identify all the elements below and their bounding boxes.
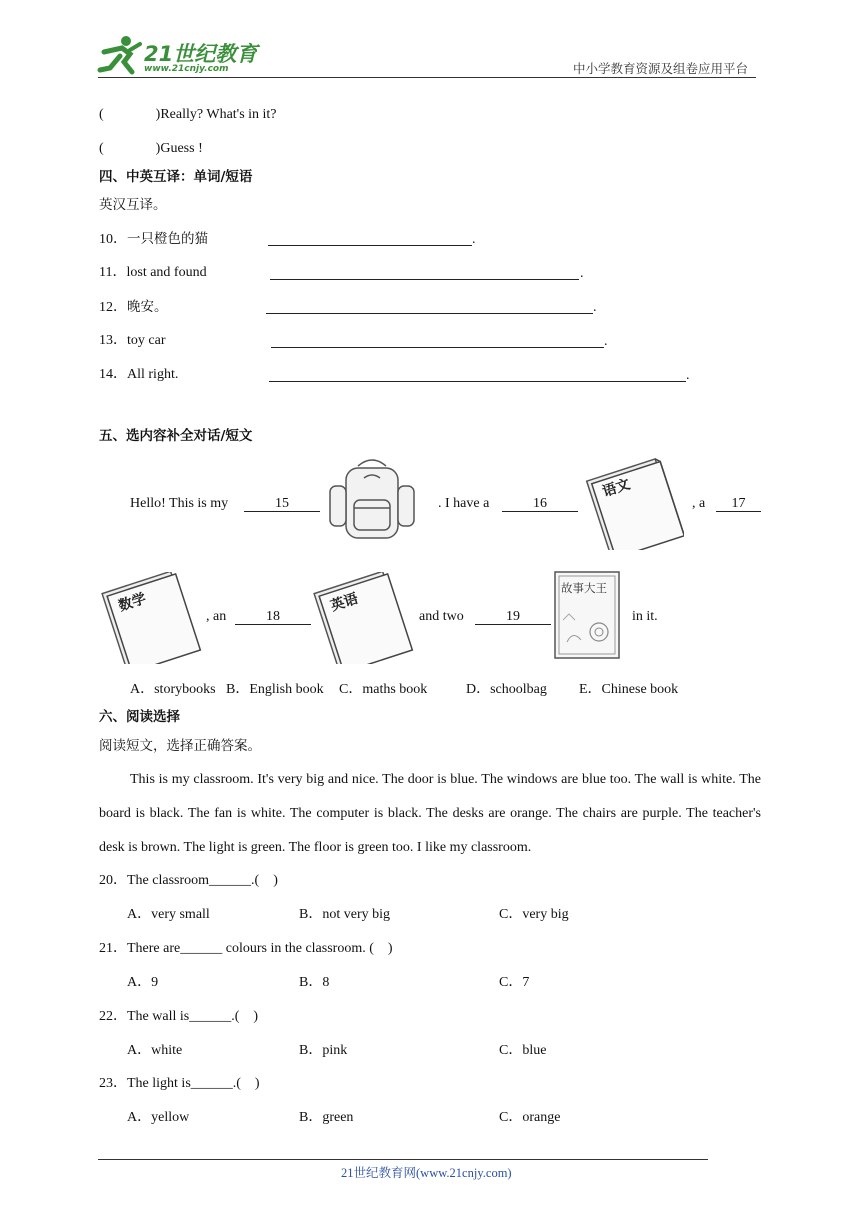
choice-b[interactable]: B．pink [299, 1043, 348, 1058]
cloze-line-1-c: , a [692, 496, 706, 511]
logo-main-text: 21世纪教育 [144, 42, 258, 66]
choice-c[interactable]: C．7 [499, 975, 530, 990]
cloze-line-2-a: , an [206, 609, 227, 624]
footer-divider [98, 1159, 708, 1160]
choice-c[interactable]: C．very big [499, 907, 569, 922]
blank-15[interactable]: 15 [244, 495, 320, 512]
schoolbag-icon [324, 456, 420, 542]
option-e: E．Chinese book [579, 682, 679, 697]
choice-b[interactable]: B．not very big [299, 907, 390, 922]
english-book-icon [310, 572, 414, 664]
logo [96, 34, 266, 78]
option-c: C．maths book [339, 682, 428, 697]
answer-line[interactable] [269, 381, 686, 382]
choice-b[interactable]: B．green [299, 1110, 354, 1125]
choice-a[interactable]: A．yellow [127, 1110, 190, 1125]
choice-a[interactable]: A．white [127, 1043, 183, 1058]
cloze-line-1-a: Hello! This is my [130, 496, 229, 511]
storybook-label: 故事大王 [561, 581, 607, 595]
dialogue-line-1: ( )Really? What's in it? [99, 107, 277, 122]
platform-text: 中小学教育资源及组卷应用平台 [573, 61, 749, 76]
english-book-label: 英语 [328, 590, 361, 615]
question-text: 21．There are______ colours in the classroom. ( ) [99, 941, 393, 956]
blank-17[interactable]: 17 [716, 495, 761, 512]
answer-line[interactable] [271, 347, 604, 348]
choice-a[interactable]: A．very small [127, 907, 210, 922]
choice-c[interactable]: C．blue [499, 1043, 547, 1058]
dialogue-line-2: ( )Guess ! [99, 141, 203, 156]
runner-logo-icon [96, 34, 144, 76]
question-text: 20．The classroom______.( ) [99, 873, 278, 888]
blank-18[interactable]: 18 [235, 608, 311, 625]
footer-link[interactable]: 21世纪教育网(www.21cnjy.com) [341, 1166, 512, 1180]
header-divider [98, 77, 756, 78]
storybook-icon [553, 570, 621, 660]
dialogue-text-1: Really? What's in it? [160, 107, 277, 122]
logo-sub-text: www.21cnjy.com [144, 64, 229, 74]
section6-instruction: 阅读短文，选择正确答案。 [99, 738, 261, 754]
section4-instruction: 英汉互译。 [99, 197, 167, 213]
reading-passage: This is my classroom. It's very big and nice. The door is blue. The windows are blue too. The wall is white. The board is black. The fan is white. The computer is black. The desks are orange. The chairs are purple. The teacher's desk is brown. The light is green. The floor is green too. I like my classroom. [99, 772, 761, 855]
dialogue-text-2: Guess ! [160, 141, 203, 156]
option-a: A．storybooks [130, 682, 216, 697]
maths-book-label: 数学 [116, 590, 149, 615]
answer-line[interactable] [268, 245, 472, 246]
choice-a[interactable]: A．9 [127, 975, 159, 990]
chinese-book-label: 语文 [600, 476, 633, 501]
blank-16[interactable]: 16 [502, 495, 578, 512]
maths-book-icon [98, 572, 202, 664]
cloze-line-2-c: in it. [632, 609, 658, 624]
section6-title: 六、阅读选择 [99, 709, 180, 725]
option-d: D．schoolbag [466, 682, 547, 697]
chinese-book-icon [582, 458, 684, 550]
question-text: 22．The wall is______.( ) [99, 1009, 259, 1024]
choice-b[interactable]: B．8 [299, 975, 330, 990]
answer-line[interactable] [270, 279, 579, 280]
question-text: 23．The light is______.( ) [99, 1076, 260, 1091]
option-b: B．English book [226, 682, 324, 697]
section4-title: 四、中英互译：单词/短语 [99, 169, 253, 185]
choice-c[interactable]: C．orange [499, 1110, 561, 1125]
cloze-line-2-b: and two [419, 609, 464, 624]
answer-line[interactable] [266, 313, 593, 314]
cloze-line-1-b: . I have a [438, 496, 490, 511]
blank-19[interactable]: 19 [475, 608, 551, 625]
section5-title: 五、选内容补全对话/短文 [99, 428, 253, 444]
